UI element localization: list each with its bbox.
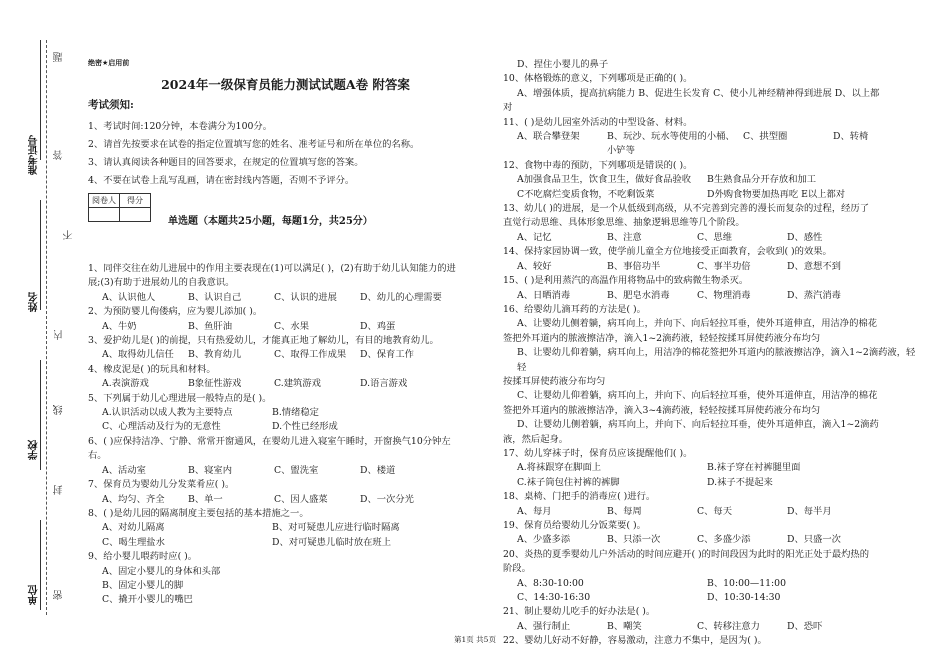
answer-option[interactable]: A、固定小婴儿的身体和头部 <box>102 565 221 577</box>
option-row <box>503 591 923 605</box>
answer-option[interactable]: B、认识自己 <box>188 291 242 303</box>
option-row <box>503 461 923 475</box>
question-block <box>503 490 923 519</box>
option-row <box>88 493 488 507</box>
option-row <box>503 289 923 303</box>
question-text: 直觉行动思维、具体形象思维、抽象逻辑思维等几个阶段。 <box>503 217 745 229</box>
question-text: 展;(3)有助于进展幼儿的自我意识。 <box>88 277 235 289</box>
question-block <box>88 478 488 507</box>
answer-option[interactable]: D、蒸汽消毒 <box>787 289 841 301</box>
seal-dashed-line <box>46 40 47 615</box>
answer-option[interactable]: B、对可疑患儿应进行临时隔离 <box>272 522 400 534</box>
name-label: 姓名 <box>29 292 40 312</box>
page-title: 2024年一级保育员能力测试试题A卷 附答案 <box>161 77 410 92</box>
question-text: 3、爱护幼儿是( )的前提，只有热爱幼儿，才能真正地了解幼儿，有目的地教育幼儿。 <box>88 335 439 347</box>
option-row <box>503 577 923 591</box>
score-input-cell[interactable] <box>120 208 151 222</box>
answer-option[interactable]: D、保育工作 <box>360 349 414 361</box>
question-text: 1、同伴交往在幼儿进展中的作用主要表现在(1)可以满足( )，(2)有助于幼儿认知能力的进 <box>88 263 456 274</box>
answer-option[interactable]: D、捏住小婴儿的鼻子 <box>517 59 609 70</box>
option-row <box>503 533 923 547</box>
answer-option[interactable]: A、8:30-10:00 <box>517 577 584 589</box>
question-text: 22、婴幼儿好动不好静，容易激动，注意力不集中，是因为( )。 <box>503 635 767 647</box>
notice-item: 2、请首先按要求在试卷的指定位置填写您的姓名、准考证号和所在单位的名称。 <box>88 139 420 150</box>
answer-option[interactable]: B、事倍功半 <box>607 260 661 272</box>
question-block <box>503 159 923 202</box>
question-text: 20、炎热的夏季婴幼儿户外活动的时间应避开( )的时间段因为此时的阳光正处于最灼热的 <box>503 548 870 560</box>
answer-option[interactable]: B、固定小婴儿的脚 <box>102 579 184 591</box>
answer-option[interactable]: C.袜子筒包住衬裤的裤脚 <box>517 476 620 488</box>
answer-option[interactable]: D、幼儿的心理需要 <box>360 291 442 303</box>
answer-option[interactable]: B生熟食品分开存放和加工 <box>707 174 817 186</box>
question-block <box>503 116 923 159</box>
notice-item: 4、不要在试卷上乱写乱画，请在密封线内答题，否则不予评分。 <box>88 175 355 186</box>
exam-no-label: 准考证号 <box>29 135 40 175</box>
answer-option[interactable]: C、因人盛菜 <box>274 493 328 505</box>
question-text: 15、( )是利用蒸汽的高温作用将物品中的致病微生物杀灭。 <box>503 275 749 287</box>
answer-option[interactable]: 按揉耳屏使药液分布均匀 <box>503 375 606 387</box>
answer-option[interactable]: C、每天 <box>697 505 733 517</box>
question-text: 5、下列属于幼儿心理进展一般特点的是( )。 <box>88 392 272 404</box>
question-block <box>88 334 488 363</box>
answer-option[interactable]: A.将袜跟穿在脚面上 <box>517 462 602 474</box>
question-text: 14、保持家园协调一致，使学前儿童全方位地接受正面教育，会收到( )的效果。 <box>503 246 832 258</box>
answer-option[interactable]: C、认识的进展 <box>274 291 337 303</box>
unit-label: 单位 <box>29 585 40 605</box>
question-block <box>88 435 488 478</box>
question-text: 17、幼儿穿袜子时，保育员应该提醒他们( )。 <box>503 447 693 459</box>
answer-option[interactable]: C、拱型圈 <box>743 131 788 143</box>
answer-option[interactable]: B、每周 <box>607 505 642 517</box>
option-row <box>88 348 488 362</box>
answer-option[interactable]: 液，然后起身。 <box>503 433 569 445</box>
answer-option[interactable]: C、物理消毒 <box>697 289 751 301</box>
reviewer-input-cell[interactable] <box>89 208 120 222</box>
question-text: 12、食物中毒的预防，下列哪项是错误的( )。 <box>503 159 693 171</box>
option-row <box>88 420 488 434</box>
question-text: 16、给婴幼儿滴耳药的方法是( )。 <box>503 303 646 315</box>
seal-word: 封 <box>54 485 65 495</box>
option-row <box>503 476 923 490</box>
answer-option[interactable]: A、记忆 <box>517 231 552 243</box>
answer-option[interactable]: D、感性 <box>787 231 823 243</box>
option-row <box>88 464 488 478</box>
answer-option[interactable]: C、让婴幼儿仰着躺，病耳向上，并向下、向后轻拉耳垂，使外耳道伸直，用洁净的棉花 <box>517 390 878 402</box>
answer-option[interactable]: A.表演游戏 <box>102 378 149 390</box>
question-text: 18、桌椅、门把手的消毒应( )进行。 <box>503 491 656 503</box>
answer-option[interactable]: C、思维 <box>697 231 733 243</box>
answer-option[interactable]: C、取得工作成果 <box>274 349 347 361</box>
option-row <box>88 291 488 305</box>
answer-option[interactable]: C、14:30-16:30 <box>517 592 591 604</box>
right-question-column <box>503 58 923 649</box>
question-block <box>88 363 488 392</box>
answer-option[interactable]: B、让婴幼儿仰着躺，病耳向上，用洁净的棉花签把外耳道内的脓液擦洁净，滴入1~2滴药液，轻轻 <box>517 347 916 373</box>
seal-binding-strip <box>0 0 75 671</box>
question-text: 6、( )应保持洁净、宁静、常常开窗通风，在婴幼儿进入寝室午睡时，开窗换气10分钟左 <box>88 435 451 447</box>
question-block <box>88 550 488 608</box>
option-row <box>88 320 488 334</box>
question-text: 19、保育员给婴幼儿分饭菜要( )。 <box>503 520 646 531</box>
answer-option[interactable]: D、只盛一次 <box>787 534 841 546</box>
answer-option[interactable]: A.认识活动以成人教为主要特点 <box>102 407 233 419</box>
answer-option[interactable]: D、对可疑患儿临时放在班上 <box>272 536 392 548</box>
answer-option[interactable]: B、注意 <box>607 231 642 243</box>
answer-option[interactable]: A、活动室 <box>102 464 146 476</box>
answer-option[interactable]: C.建筑游戏 <box>274 378 321 390</box>
answer-option[interactable]: A、取得幼儿信任 <box>102 349 174 361</box>
option-row <box>503 505 923 519</box>
question-block <box>503 245 923 274</box>
answer-option[interactable]: C、转移注意力 <box>697 620 760 632</box>
question-text: 10、体格锻炼的意义，下列哪项是正确的( )。 <box>503 73 693 85</box>
answer-option[interactable]: D、一次分光 <box>360 493 414 505</box>
answer-option[interactable]: D、转椅 <box>833 131 869 143</box>
question-block <box>503 303 923 447</box>
option-row <box>503 130 923 159</box>
answer-option[interactable]: B、只添一次 <box>607 534 661 546</box>
option-row <box>88 377 488 391</box>
option-row <box>503 260 923 274</box>
answer-option[interactable]: A加强食品卫生，饮食卫生，做好食品验收 <box>517 174 692 186</box>
answer-option[interactable]: B、10:00—11:00 <box>707 577 787 589</box>
secret-label: 绝密★启用前 <box>88 59 130 67</box>
answer-option[interactable]: A、联合攀登架 <box>517 131 580 143</box>
answer-option[interactable]: A、每月 <box>517 505 552 517</box>
answer-option[interactable]: D、让婴幼儿侧着躺，病耳向上，并向下、向后轻拉耳垂，使外耳道伸直，滴入1~2滴药 <box>517 419 879 431</box>
answer-option[interactable]: 对 <box>503 102 513 114</box>
answer-option[interactable]: B.袜子穿在衬裤腿里面 <box>707 462 801 474</box>
seal-word: 题 <box>54 52 65 62</box>
question-text: 9、给小婴儿喂药时应( )。 <box>88 551 198 563</box>
seal-word: 密 <box>54 590 65 600</box>
question-block <box>503 447 923 490</box>
answer-option[interactable]: A、强行制止 <box>517 620 571 632</box>
answer-option[interactable]: D、意想不到 <box>787 260 841 272</box>
school-label: 学校 <box>29 440 40 460</box>
answer-option[interactable]: D.袜子不提起来 <box>707 476 773 488</box>
question-block <box>503 274 923 303</box>
answer-option[interactable]: A、增强体质，提高抗病能力 B、促进生长发育 C、使小儿神经精神得到进展 D、以上都 <box>517 87 880 99</box>
seal-word: 答 <box>54 150 65 160</box>
question-text: 21、制止婴幼儿吃手的好办法是( )。 <box>503 606 656 618</box>
option-row <box>88 406 488 420</box>
answer-option[interactable]: D、恐吓 <box>787 620 823 632</box>
question-text: 阶段。 <box>503 563 531 575</box>
question-block <box>88 507 488 550</box>
question-block <box>88 262 488 305</box>
answer-option[interactable]: A、对幼儿隔离 <box>102 522 165 534</box>
answer-option[interactable]: D、楼道 <box>360 464 396 476</box>
seal-word: 线 <box>54 405 65 415</box>
option-row <box>503 620 923 634</box>
answer-option[interactable]: B、单一 <box>188 493 223 505</box>
left-question-column <box>88 262 488 608</box>
option-row <box>503 188 923 202</box>
answer-option[interactable]: C不吃腐烂变质食物，不吃剩饭菜 <box>517 188 655 200</box>
answer-option[interactable]: A、牛奶 <box>102 320 137 332</box>
answer-option[interactable]: C、多盛少添 <box>697 534 751 546</box>
notice-item: 1、考试时间:120分钟，本卷满分为100分。 <box>88 121 272 132</box>
question-text: 8、( )是幼儿园的隔离制度主要包括的基本措施之一。 <box>88 507 309 519</box>
answer-option[interactable]: B、肥皂水消毒 <box>607 289 670 301</box>
score-cell: 得分 <box>120 194 151 208</box>
question-block <box>503 605 923 634</box>
answer-option[interactable]: D外购食物要加热再吃 E以上都对 <box>707 188 846 200</box>
seal-word: 不 <box>64 230 75 240</box>
question-text: 2、为预防婴儿佝偻病，应为婴儿添加( )。 <box>88 306 263 318</box>
answer-option[interactable]: B、玩沙、玩水等使用的小桶、小铲等 <box>607 131 735 157</box>
answer-option[interactable]: D、每半月 <box>787 505 832 517</box>
seal-word: 内 <box>54 330 65 340</box>
answer-option[interactable]: B.情绪稳定 <box>272 407 319 419</box>
answer-option[interactable]: A、让婴幼儿侧着躺，病耳向上，并向下、向后轻拉耳垂，使外耳道伸直，用洁净的棉花 <box>517 318 877 330</box>
answer-option[interactable]: A、少盛多添 <box>517 534 571 546</box>
answer-option[interactable]: B象征性游戏 <box>188 378 242 390</box>
question-block <box>503 72 923 115</box>
question-text: 4、橡皮泥是( )的玩具和材料。 <box>88 363 216 375</box>
page-footer: 第1页 共5页 <box>454 635 496 644</box>
question-block <box>88 392 488 435</box>
score-table <box>88 193 151 222</box>
question-text: 11、( )是幼儿园室外活动的中型设备、材料。 <box>503 116 693 128</box>
option-row <box>88 536 488 550</box>
notice-item: 3、请认真阅读各种题目的回答要求，在规定的位置填写您的答案。 <box>88 157 364 168</box>
answer-option[interactable]: C、水果 <box>274 320 310 332</box>
question-block <box>503 548 923 606</box>
section-heading: 单选题（本题共25小题，每题1分，共25分） <box>168 216 373 227</box>
answer-option[interactable]: A、日晒消毒 <box>517 289 571 301</box>
option-row <box>503 231 923 245</box>
answer-option[interactable]: C、事半功倍 <box>697 260 751 272</box>
answer-option[interactable]: C、盥洗室 <box>274 464 319 476</box>
answer-option[interactable]: B、寝室内 <box>188 464 233 476</box>
question-text: 13、幼儿( )的进展，是一个从低级到高级，从不完善到完善的漫长而复杂的过程，经历了 <box>503 203 870 215</box>
answer-option[interactable]: D.语言游戏 <box>360 378 408 390</box>
answer-option[interactable]: 签把外耳道内的脓液擦洁净，滴入1~2滴药液，轻轻按揉耳屏使药液分布均匀 <box>503 332 821 344</box>
question-block <box>88 305 488 334</box>
answer-option[interactable]: B、教育幼儿 <box>188 349 242 361</box>
answer-option[interactable]: C、撬开小婴儿的嘴巴 <box>102 594 193 606</box>
option-row <box>88 521 488 535</box>
reviewer-cell: 阅卷人 <box>89 194 120 208</box>
answer-option[interactable]: B、嘲笑 <box>607 620 642 632</box>
answer-option[interactable]: D、鸡蛋 <box>360 320 396 332</box>
answer-option[interactable]: D.个性已经形成 <box>272 421 338 433</box>
notice-heading: 考试须知: <box>88 99 134 111</box>
answer-option[interactable]: C、喝生理盐水 <box>102 536 165 548</box>
answer-option[interactable]: A、认识他人 <box>102 291 156 303</box>
question-block <box>503 58 923 72</box>
answer-option[interactable]: B、鱼肝油 <box>188 320 233 332</box>
question-text: 右。 <box>88 450 107 462</box>
option-row <box>503 173 923 187</box>
answer-option[interactable]: D、10:30-14:30 <box>707 592 781 604</box>
answer-option[interactable]: 签把外耳道内的脓液擦洁净，滴入3~4滴药液，轻轻按揉耳屏使药液分布均匀 <box>503 404 821 416</box>
answer-option[interactable]: C、心理活动及行为的无意性 <box>102 421 221 433</box>
question-block <box>503 202 923 245</box>
question-block <box>503 519 923 548</box>
answer-option[interactable]: A、较好 <box>517 260 552 272</box>
answer-option[interactable]: A、均匀、齐全 <box>102 493 165 505</box>
question-text: 7、保育员为婴幼儿分发菜肴应( )。 <box>88 479 235 491</box>
